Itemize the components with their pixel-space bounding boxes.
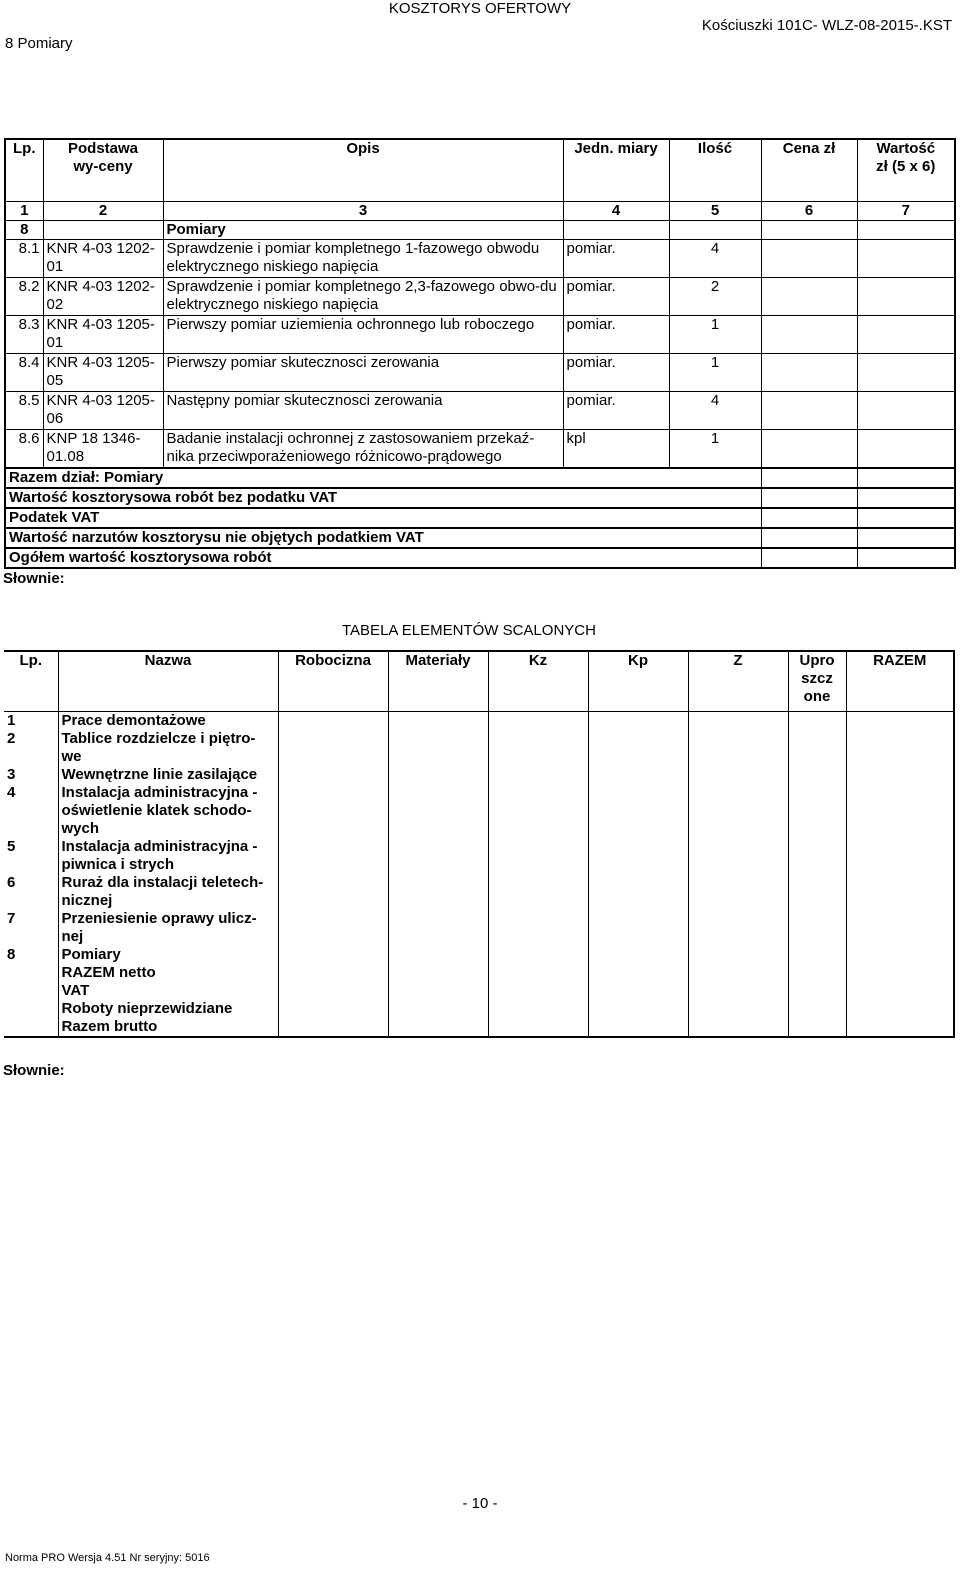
element-value-cell <box>788 964 846 982</box>
element-lp <box>4 964 58 982</box>
element-name: Pomiary <box>58 946 278 964</box>
summary-label: Wartość kosztorysowa robót bez podatku VAT <box>5 488 761 508</box>
element-value-cell <box>688 766 788 784</box>
row-unit: kpl <box>563 429 669 468</box>
element-value-cell <box>488 982 588 1000</box>
element-value-cell <box>846 766 954 784</box>
element-value-cell <box>278 838 388 874</box>
col-header-name: Nazwa <box>58 651 278 711</box>
list-item <box>4 1018 954 1037</box>
element-value-cell <box>846 838 954 874</box>
col-header-basis: Podstawa wy-ceny <box>43 139 163 201</box>
element-value-cell <box>488 1018 588 1037</box>
element-name: Tablice rozdzielcze i piętro-we <box>58 730 278 766</box>
row-qty: 4 <box>669 239 761 277</box>
element-value-cell <box>688 784 788 838</box>
section-title: Pomiary <box>163 220 563 239</box>
element-value-cell <box>846 730 954 766</box>
col-number: 7 <box>857 201 955 220</box>
slownie-label: Słownie: <box>3 570 65 587</box>
row-lp: 8.6 <box>5 429 43 468</box>
element-name: Instalacja administracyjna - piwnica i strych <box>58 838 278 874</box>
element-value-cell <box>688 838 788 874</box>
list-item <box>4 874 954 910</box>
element-name: Ruraż dla instalacji teletech-nicznej <box>58 874 278 910</box>
element-value-cell <box>488 730 588 766</box>
element-value-cell <box>846 910 954 946</box>
element-value-cell <box>588 964 688 982</box>
row-qty: 2 <box>669 277 761 315</box>
element-value-cell <box>788 982 846 1000</box>
element-name: Prace demontażowe <box>58 711 278 730</box>
row-basis: KNR 4-03 1205-05 <box>43 353 163 391</box>
element-value-cell <box>688 964 788 982</box>
element-value-cell <box>688 910 788 946</box>
row-basis: KNP 18 1346-01.08 <box>43 429 163 468</box>
element-value-cell <box>788 730 846 766</box>
element-value-cell <box>488 766 588 784</box>
element-name: Roboty nieprzewidziane <box>58 1000 278 1018</box>
table-row <box>5 239 955 277</box>
summary-row <box>5 488 955 508</box>
element-value-cell <box>688 1000 788 1018</box>
element-value-cell <box>788 784 846 838</box>
col-number: 4 <box>563 201 669 220</box>
element-value-cell <box>278 784 388 838</box>
element-value-cell <box>588 711 688 730</box>
table-row <box>5 277 955 315</box>
row-lp: 8.1 <box>5 239 43 277</box>
element-value-cell <box>588 766 688 784</box>
col-header-labour: Robocizna <box>278 651 388 711</box>
row-unit: pomiar. <box>563 391 669 429</box>
element-value-cell <box>488 964 588 982</box>
element-value-cell <box>488 910 588 946</box>
element-value-cell <box>688 874 788 910</box>
element-value-cell <box>788 946 846 964</box>
element-lp <box>4 982 58 1000</box>
table-row <box>5 353 955 391</box>
summary-label: Ogółem wartość kosztorysowa robót <box>5 548 761 568</box>
element-value-cell <box>488 946 588 964</box>
list-item <box>4 784 954 838</box>
col-header-kz: Kz <box>488 651 588 711</box>
footer-text: Norma PRO Wersja 4.51 Nr seryjny: 5016 <box>5 1552 210 1564</box>
element-value-cell <box>846 946 954 964</box>
col-number: 3 <box>163 201 563 220</box>
element-value-cell <box>388 784 488 838</box>
row-desc: Sprawdzenie i pomiar kompletnego 1-fazowego obwodu elektrycznego niskiego napięcia <box>163 239 563 277</box>
list-item <box>4 838 954 874</box>
summary-row <box>5 508 955 528</box>
col-header-value: Wartość zł (5 x 6) <box>857 139 955 201</box>
element-lp: 3 <box>7 765 16 783</box>
section-row <box>5 220 955 239</box>
col-number: 2 <box>43 201 163 220</box>
element-lp: 7 <box>7 909 16 927</box>
element-value-cell <box>588 1018 688 1037</box>
list-item <box>4 946 954 964</box>
element-value-cell <box>588 1000 688 1018</box>
element-value-cell <box>788 711 846 730</box>
element-value-cell <box>846 874 954 910</box>
element-value-cell <box>388 1000 488 1018</box>
element-name: Instalacja administracyjna - oświetlenie klatek schodo-wych <box>58 784 278 838</box>
element-value-cell <box>278 1000 388 1018</box>
element-value-cell <box>278 730 388 766</box>
element-value-cell <box>388 766 488 784</box>
summary-label: Podatek VAT <box>5 508 761 528</box>
element-value-cell <box>846 711 954 730</box>
row-unit: pomiar. <box>563 277 669 315</box>
col-header-simplified: Upro szcz one <box>788 651 846 711</box>
row-desc: Badanie instalacji ochronnej z zastosowaniem przekaź-nika przeciwporażeniowego różnicowo-prądowego <box>163 429 563 468</box>
col-number: 6 <box>761 201 857 220</box>
list-item <box>4 711 954 730</box>
element-name: Razem brutto <box>58 1018 278 1037</box>
element-value-cell <box>278 874 388 910</box>
element-value-cell <box>846 1000 954 1018</box>
element-value-cell <box>688 1018 788 1037</box>
element-value-cell <box>688 982 788 1000</box>
element-value-cell <box>588 982 688 1000</box>
row-unit: pomiar. <box>563 353 669 391</box>
element-value-cell <box>588 784 688 838</box>
element-value-cell <box>588 874 688 910</box>
element-value-cell <box>488 711 588 730</box>
element-name: Przeniesienie oprawy ulicz-nej <box>58 910 278 946</box>
row-unit: pomiar. <box>563 315 669 353</box>
row-qty: 4 <box>669 391 761 429</box>
row-desc: Sprawdzenie i pomiar kompletnego 2,3-fazowego obwo-du elektrycznego niskiego napięcia <box>163 277 563 315</box>
list-item <box>4 1000 954 1018</box>
element-value-cell <box>688 946 788 964</box>
element-value-cell <box>788 1000 846 1018</box>
section-lp: 8 <box>5 220 43 239</box>
element-value-cell <box>278 910 388 946</box>
element-value-cell <box>278 711 388 730</box>
element-lp: 2 <box>7 729 16 747</box>
element-value-cell <box>846 784 954 838</box>
col-header-lp: Lp. <box>4 651 58 711</box>
element-value-cell <box>488 838 588 874</box>
element-value-cell <box>278 982 388 1000</box>
list-item <box>4 964 954 982</box>
col-header-desc: Opis <box>163 139 563 201</box>
element-value-cell <box>588 946 688 964</box>
col-header-total: RAZEM <box>846 651 954 711</box>
col-header-qty: Ilość <box>669 139 761 201</box>
row-lp: 8.3 <box>5 315 43 353</box>
summary-row <box>5 548 955 568</box>
col-header-unit: Jedn. miary <box>563 139 669 201</box>
element-value-cell <box>488 784 588 838</box>
element-value-cell <box>788 910 846 946</box>
col-header-materials: Materiały <box>388 651 488 711</box>
summary-row <box>5 528 955 548</box>
element-value-cell <box>278 766 388 784</box>
row-basis: KNR 4-03 1202-01 <box>43 239 163 277</box>
element-value-cell <box>388 910 488 946</box>
section-heading: 8 Pomiary <box>5 35 73 52</box>
element-value-cell <box>278 1018 388 1037</box>
estimate-table <box>4 138 956 569</box>
element-lp <box>4 1018 58 1037</box>
row-basis: KNR 4-03 1202-02 <box>43 277 163 315</box>
list-item <box>4 730 954 766</box>
row-desc: Następny pomiar skutecznosci zerowania <box>163 391 563 429</box>
summary-row <box>5 468 955 488</box>
element-value-cell <box>278 964 388 982</box>
element-value-cell <box>388 964 488 982</box>
row-lp: 8.2 <box>5 277 43 315</box>
elements-table <box>4 650 955 1038</box>
element-name: Wewnętrzne linie zasilające <box>58 766 278 784</box>
table-row <box>5 429 955 468</box>
row-basis: KNR 4-03 1205-01 <box>43 315 163 353</box>
element-value-cell <box>388 982 488 1000</box>
row-desc: Pierwszy pomiar skutecznosci zerowania <box>163 353 563 391</box>
col-number: 1 <box>5 201 43 220</box>
list-item <box>4 766 954 784</box>
element-value-cell <box>788 1018 846 1037</box>
row-lp: 8.5 <box>5 391 43 429</box>
element-value-cell <box>488 874 588 910</box>
page-number: - 10 - <box>462 1495 498 1512</box>
element-value-cell <box>388 838 488 874</box>
table-row <box>5 391 955 429</box>
element-value-cell <box>388 1018 488 1037</box>
list-item <box>4 910 954 946</box>
element-value-cell <box>788 766 846 784</box>
list-item <box>4 982 954 1000</box>
row-basis: KNR 4-03 1205-06 <box>43 391 163 429</box>
element-lp: 4 <box>7 783 16 801</box>
element-name: VAT <box>58 982 278 1000</box>
element-value-cell <box>388 874 488 910</box>
summary-label: Wartość narzutów kosztorysu nie objętych podatkiem VAT <box>5 528 761 548</box>
element-lp <box>4 1000 58 1018</box>
summary-label: Razem dział: Pomiary <box>5 468 761 488</box>
row-desc: Pierwszy pomiar uziemienia ochronnego lub roboczego <box>163 315 563 353</box>
element-lp: 6 <box>7 873 16 891</box>
slownie-label-2: Słownie: <box>3 1062 65 1079</box>
col-header-price: Cena zł <box>761 139 857 201</box>
element-value-cell <box>788 874 846 910</box>
element-value-cell <box>278 946 388 964</box>
col-header-kp: Kp <box>588 651 688 711</box>
element-name: RAZEM netto <box>58 964 278 982</box>
element-value-cell <box>846 964 954 982</box>
element-value-cell <box>588 838 688 874</box>
file-name: Kościuszki 101C- WLZ-08-2015-.KST <box>701 17 952 34</box>
element-value-cell <box>688 711 788 730</box>
element-lp: 8 <box>7 945 16 963</box>
element-value-cell <box>388 730 488 766</box>
element-lp: 5 <box>7 837 16 855</box>
element-value-cell <box>846 982 954 1000</box>
row-qty: 1 <box>669 353 761 391</box>
table-row <box>5 315 955 353</box>
document-title: KOSZTORYS OFERTOWY <box>388 0 572 17</box>
row-lp: 8.4 <box>5 353 43 391</box>
element-value-cell <box>788 838 846 874</box>
element-value-cell <box>688 730 788 766</box>
col-header-lp: Lp. <box>5 139 43 201</box>
element-value-cell <box>488 1000 588 1018</box>
element-value-cell <box>846 1018 954 1037</box>
row-qty: 1 <box>669 429 761 468</box>
element-value-cell <box>588 730 688 766</box>
col-header-z: Z <box>688 651 788 711</box>
element-value-cell <box>388 711 488 730</box>
row-unit: pomiar. <box>563 239 669 277</box>
row-qty: 1 <box>669 315 761 353</box>
element-value-cell <box>388 946 488 964</box>
elements-table-title: TABELA ELEMENTÓW SCALONYCH <box>342 622 596 639</box>
col-number: 5 <box>669 201 761 220</box>
element-value-cell <box>588 910 688 946</box>
element-lp: 1 <box>7 711 16 729</box>
